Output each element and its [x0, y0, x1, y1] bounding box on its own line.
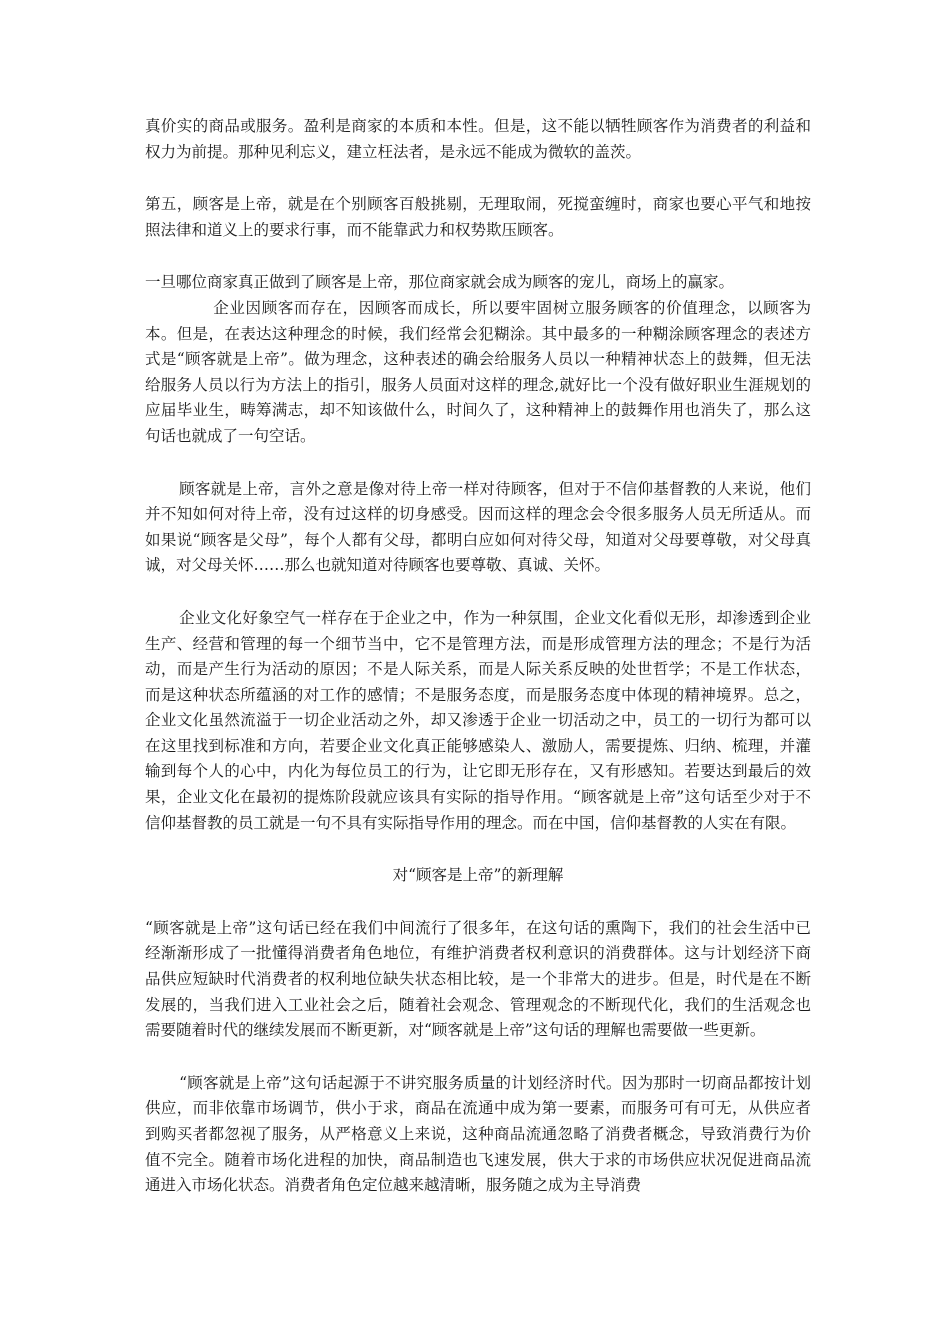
- paragraph-gap: [145, 450, 811, 477]
- paragraph-gap: [145, 836, 811, 863]
- paragraph-corporate-culture: 企业文化好象空气一样存在于企业之中，作为一种氛围，企业文化看似无形，却渗透到企业生产、经营和管理的每一个细节当中，它不是管理方法，而是形成管理方法的理念；不是行为活动，而是产生行为活动的原因；不是人际关系，而是人际关系反映的处世哲学；不是工作状态，而是这种状态所蕴涵的对工作的感情；不是服务态度，而是服务态度中体现的精神境界。总之，企业文化虽然流溢于一切企业活动之外，却又渗透于企业一切活动之中，员工的一切行为都可以在这里找到标准和方向，若要企业文化真正能够感染人、激励人，需要提炼、归纳、梳理，并灌输到每个人的心中，内化为每位员工的行为，让它即无形存在，又有形感知。若要达到最后的效果，企业文化在最初的提炼阶段就应该具有实际的指导作用。“顾客就是上帝”这句话至少对于不信仰基督教的员工就是一句不具有实际指导作用的理念。而在中国，信仰基督教的人实在有限。: [145, 608, 811, 832]
- paragraph-god-analogy: 顾客就是上帝，言外之意是像对待上帝一样对待顾客，但对于不信仰基督教的人来说，他们并不知如何对待上帝，没有过这样的切身感受。因而这样的理念会令很多服务人员无所适从。而如果说“顾客是父母”，每个人都有父母，都明白应如何对待父母，知道对父母要尊敬，对父母真诚，对父母关怀……那么也就知道对待顾客也要尊敬、真诚、关怀。: [145, 479, 811, 575]
- document-body: [145, 114, 811, 1199]
- paragraph-gap: [145, 1044, 811, 1071]
- paragraph-new-understanding: “顾客就是上帝”这句话已经在我们中间流行了很多年，在这句话的熏陶下，我们的社会生活中已经渐渐形成了一批懂得消费者角色地位，有维护消费者权利意识的消费群体。这与计划经济下商品供应短缺时代消费者的权利地位缺失状态相比较，是一个非常大的进步。但是，时代是在不断发展的，当我们进入工业社会之后，随着社会观念、管理观念的不断现代化，我们的生活观念也需要随着时代的继续发展而不断更新，对“顾客就是上帝”这句话的理解也需要做一些更新。: [145, 918, 811, 1040]
- paragraph-gap: [145, 165, 811, 192]
- paragraph-planned-economy: “顾客就是上帝”这句话起源于不讲究服务质量的计划经济时代。因为那时一切商品都按计划供应，而非依靠市场调节，供小于求，商品在流通中成为第一要素，而服务可有可无，从供应者到购买者都忽视了服务，从严格意义上来说，这种商品流通忽略了消费者概念，导致消费行为价值不完全。随着市场化进程的加快，商品制造也飞速发展，供大于求的市场供应状况促进商品流通进入市场化状态。消费者角色定位越来越清晰，服务随之成为主导消费: [145, 1073, 811, 1195]
- paragraph-customer-value: 企业因顾客而存在，因顾客而成长，所以要牢固树立服务顾客的价值理念，以顾客为本。但是，在表达这种理念的时候，我们经常会犯糊涂。其中最多的一种糊涂顾客理念的表述方式是“顾客就是上帝”。做为理念，这种表述的确会给服务人员以一种精神状态上的鼓舞，但无法给服务人员以行为方法上的指引，服务人员面对这样的理念,就好比一个没有做好职业生涯规划的应届毕业生，畴筹满志，却不知该做什么，时间久了，这种精神上的鼓舞作用也消失了，那么这句话也就成了一句空话。: [145, 298, 811, 445]
- paragraph-gap: [145, 579, 811, 606]
- section-heading: 对“顾客是上帝”的新理解: [392, 866, 564, 885]
- paragraph-gap: [145, 889, 811, 916]
- paragraph-fair-goods: 真价实的商品或服务。盈利是商家的本质和本性。但是，这不能以牺牲顾客作为消费者的利益和权力为前提。那种见利忘义，建立枉法者，是永远不能成为微软的盖茨。: [145, 117, 811, 161]
- paragraph-fifth-point: 第五，顾客是上帝，就是在个别顾客百般挑剔，无理取闹，死搅蛮缠时，商家也要心平气和地按照法律和道义上的要求行事，而不能靠武力和权势欺压顾客。: [145, 195, 811, 239]
- paragraph-winner: 一旦哪位商家真正做到了顾客是上帝，那位商家就会成为顾客的宠儿，商场上的赢家。: [145, 273, 735, 292]
- paragraph-gap: [145, 243, 811, 270]
